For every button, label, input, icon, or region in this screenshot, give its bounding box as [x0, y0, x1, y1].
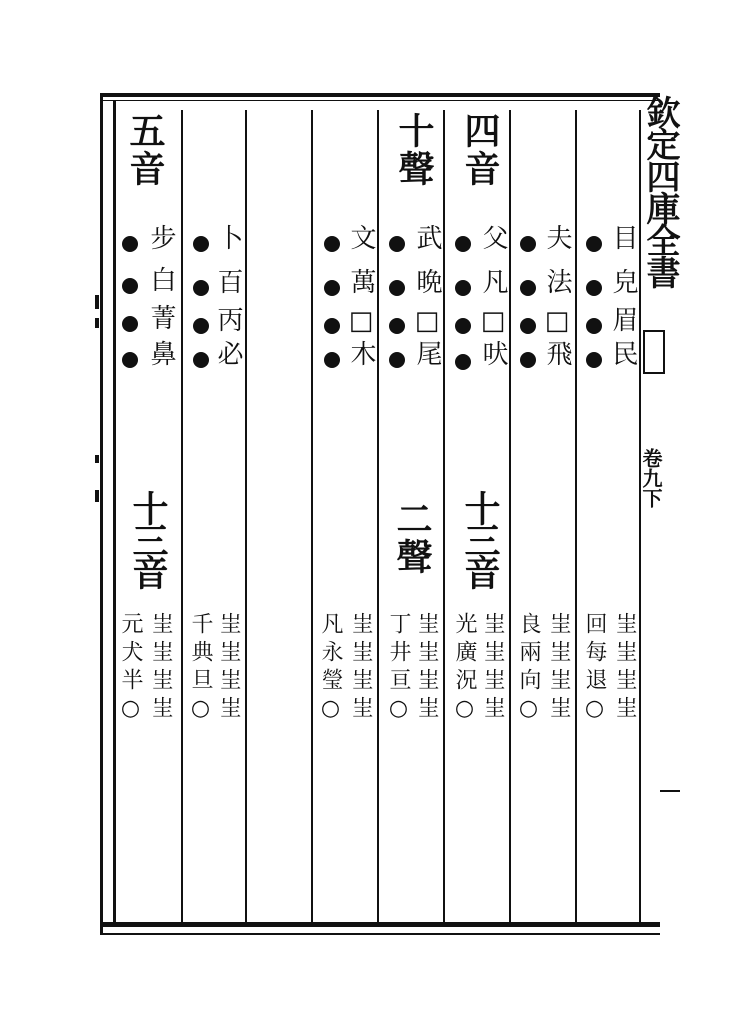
column-divider — [245, 110, 247, 922]
lower-glyph: 㞷㞷㞷㞷 — [216, 612, 241, 724]
glyph: 飛 — [542, 340, 572, 370]
filled-dot — [389, 236, 405, 252]
filled-dot — [122, 352, 138, 368]
glyph: 法 — [542, 268, 572, 298]
filled-dot — [520, 280, 536, 296]
glyph: 皃 — [608, 268, 638, 298]
glyph: 必 — [213, 340, 243, 370]
filled-dot — [193, 280, 209, 296]
filled-dot — [122, 316, 138, 332]
glyph: 萬 — [346, 268, 376, 298]
lower-glyph: 㞷㞷㞷㞷 — [546, 612, 571, 724]
frame-top-rule-inner — [100, 100, 660, 101]
glyph: 尾 — [412, 340, 442, 370]
glyph: 鼻 — [146, 340, 176, 370]
volume-label: 卷九下 — [639, 448, 663, 508]
glyph: 百 — [213, 268, 243, 298]
lower-heading: 二聲 — [391, 500, 433, 576]
glyph: □ — [542, 306, 572, 340]
scan-speck — [95, 490, 99, 502]
filled-dot — [193, 318, 209, 334]
frame-top-rule — [100, 93, 660, 97]
filled-dot — [586, 236, 602, 252]
book-title: 欽定四庫全書 — [640, 95, 680, 287]
lower-glyph: 回每退○ — [582, 612, 607, 727]
lower-glyph: 千典旦○ — [188, 612, 213, 727]
glyph: □ — [478, 306, 508, 340]
glyph: 民 — [608, 340, 638, 370]
lower-glyph: 丁井亘○ — [386, 612, 411, 727]
filled-dot — [122, 236, 138, 252]
column-heading: 十聲 — [393, 112, 435, 188]
glyph: 丙 — [213, 306, 243, 336]
frame-left-rule — [100, 93, 103, 933]
glyph: 木 — [346, 340, 376, 370]
glyph: 夫 — [542, 224, 572, 254]
lower-glyph: 良兩向○ — [516, 612, 541, 727]
glyph: 凡 — [478, 268, 508, 298]
filled-dot — [455, 354, 471, 370]
glyph: 父 — [478, 224, 508, 254]
filled-dot — [389, 280, 405, 296]
scan-speck — [95, 455, 99, 463]
filled-dot — [520, 352, 536, 368]
lower-heading: 十三音 — [127, 490, 169, 586]
lower-glyph: 光廣況○ — [452, 612, 477, 727]
column-divider — [377, 110, 379, 922]
lower-glyph: 㞷㞷㞷㞷 — [480, 612, 505, 724]
lower-glyph: 㞷㞷㞷㞷 — [348, 612, 373, 724]
lower-glyph: 元犬半○ — [118, 612, 143, 727]
glyph: 卜 — [213, 224, 243, 254]
scan-speck — [660, 790, 680, 792]
filled-dot — [455, 236, 471, 252]
column-divider — [443, 110, 445, 922]
filled-dot — [586, 318, 602, 334]
filled-dot — [122, 278, 138, 294]
glyph: 步 — [146, 224, 176, 254]
frame-bottom-rule — [100, 922, 660, 927]
filled-dot — [324, 280, 340, 296]
lower-glyph: 㞷㞷㞷㞷 — [612, 612, 637, 724]
column-divider — [509, 110, 511, 922]
scan-speck — [95, 295, 99, 309]
filled-dot — [324, 318, 340, 334]
column-divider — [575, 110, 577, 922]
column-heading: 五音 — [124, 112, 166, 188]
lower-glyph: 㞷㞷㞷㞷 — [414, 612, 439, 724]
lower-glyph: 㞷㞷㞷㞷 — [148, 612, 173, 724]
filled-dot — [586, 280, 602, 296]
glyph: 武 — [412, 224, 442, 254]
scan-speck — [95, 318, 99, 328]
filled-dot — [193, 236, 209, 252]
filled-dot — [324, 236, 340, 252]
filled-dot — [455, 318, 471, 334]
lower-heading: 十三音 — [459, 490, 501, 586]
glyph: □ — [412, 306, 442, 340]
filled-dot — [389, 352, 405, 368]
glyph: □ — [346, 306, 376, 340]
glyph: 菁 — [146, 304, 176, 334]
filled-dot — [193, 352, 209, 368]
filled-dot — [324, 352, 340, 368]
column-divider — [181, 110, 183, 922]
filled-dot — [520, 318, 536, 334]
glyph: 晩 — [412, 268, 442, 298]
filled-dot — [389, 318, 405, 334]
filled-dot — [455, 280, 471, 296]
glyph: 目 — [608, 224, 638, 254]
margin-box — [643, 330, 665, 374]
glyph: 文 — [346, 224, 376, 254]
column-divider — [311, 110, 313, 922]
frame-left-rule-inner — [113, 100, 116, 925]
lower-glyph: 凡永瑩○ — [318, 612, 343, 727]
filled-dot — [586, 352, 602, 368]
glyph: 白 — [146, 266, 176, 296]
glyph: 眉 — [608, 306, 638, 336]
frame-bottom-rule-outer — [100, 933, 660, 935]
glyph: 吠 — [478, 340, 508, 370]
column-heading: 四音 — [459, 112, 501, 188]
filled-dot — [520, 236, 536, 252]
